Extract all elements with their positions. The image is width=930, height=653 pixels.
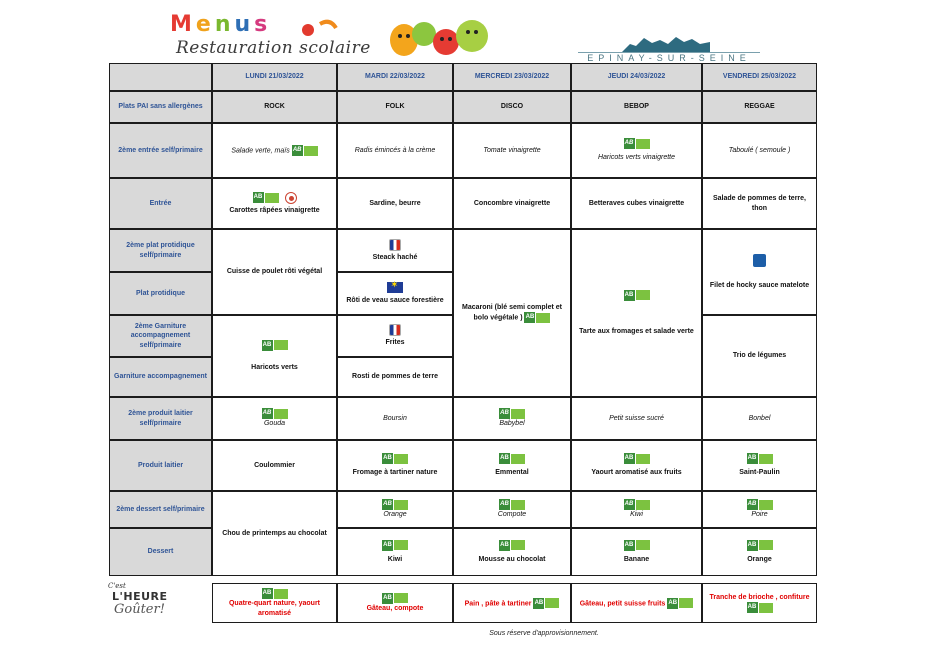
dish-text: Tranche de brioche , confiture	[709, 593, 810, 601]
quality-label-icon	[285, 192, 297, 204]
theme-cell: REGGAE	[702, 91, 817, 123]
logo-letter: n	[214, 12, 231, 37]
theme-cell: DISCO	[453, 91, 571, 123]
menu-cell: Taboulé ( semoule )	[702, 123, 817, 178]
organic-label-icon: AB	[747, 540, 773, 551]
organic-label-icon: AB	[382, 453, 408, 464]
dish-text: Haricots verts	[251, 363, 298, 371]
menu-cell: Radis émincés à la crème	[337, 123, 453, 178]
dish-text: Frites	[385, 339, 405, 347]
dish-text: Yaourt aromatisé aux fruits	[591, 469, 682, 477]
dish-text: Tarte aux fromages et salade verte	[579, 327, 694, 335]
organic-label-icon: AB	[262, 408, 288, 419]
menu-cell	[337, 491, 453, 528]
organic-label-icon: AB	[499, 540, 525, 551]
gouter-cell	[212, 583, 337, 623]
organic-label-icon: AB	[499, 453, 525, 464]
organic-label-icon: AB	[499, 408, 525, 419]
dish-text: Gouda	[263, 420, 286, 428]
dish-text: Compote	[497, 511, 527, 519]
corner-cell	[109, 63, 212, 91]
menu-cell	[212, 123, 337, 178]
row-label: 2ème entrée self/primaire	[109, 123, 212, 178]
organic-label-icon: AB	[533, 598, 559, 609]
city-name: EPINAY-SUR-SEINE	[587, 53, 751, 63]
menu-cell	[453, 528, 571, 576]
french-label-icon	[389, 324, 401, 336]
menu-cell: Chou de printemps au chocolat	[212, 491, 337, 576]
day-header: MERCREDI 23/03/2022	[453, 63, 571, 91]
dish-text: Kiwi	[630, 511, 643, 519]
gouter-logo-gouter: Goûter!	[114, 602, 165, 617]
row-label: Plat protidique	[109, 272, 212, 315]
row-label: Garniture accompagnement	[109, 357, 212, 397]
menu-cell: Trio de légumes	[702, 315, 817, 397]
dish-text: Haricots verts vinaigrette	[597, 154, 676, 162]
day-header: MARDI 22/03/2022	[337, 63, 453, 91]
menu-cell	[337, 272, 453, 315]
organic-label-icon: AB	[262, 588, 288, 599]
menu-cell	[702, 440, 817, 491]
menu-cell: Concombre vinaigrette	[453, 178, 571, 229]
menu-cell	[453, 397, 571, 440]
menu-cell: Tomate vinaigrette	[453, 123, 571, 178]
dish-text: Saint-Paulin	[739, 469, 780, 477]
theme-cell: FOLK	[337, 91, 453, 123]
menu-cell	[212, 315, 337, 397]
dish-text: Orange	[747, 555, 772, 563]
organic-label-icon: AB	[292, 145, 318, 156]
menu-cell: Rosti de pommes de terre	[337, 357, 453, 397]
theme-cell: BEBOP	[571, 91, 702, 123]
organic-label-icon: AB	[624, 540, 650, 551]
dish-text: Rôti de veau sauce forestière	[346, 296, 444, 304]
menu-cell	[212, 178, 337, 229]
organic-label-icon: AB	[262, 340, 288, 351]
menu-cell	[337, 315, 453, 357]
menu-cell	[571, 528, 702, 576]
organic-label-icon: AB	[747, 602, 773, 613]
day-header: JEUDI 24/03/2022	[571, 63, 702, 91]
menu-cell	[337, 528, 453, 576]
organic-label-icon: AB	[382, 593, 408, 604]
organic-label-icon: AB	[499, 499, 525, 510]
day-header: LUNDI 21/03/2022	[212, 63, 337, 91]
menu-cell	[702, 528, 817, 576]
logo-letter: u	[234, 12, 251, 37]
logo-letter: M	[170, 12, 192, 37]
dish-text: Banane	[623, 555, 650, 563]
menu-cell: Boursin	[337, 397, 453, 440]
menu-cell: Sardine, beurre	[337, 178, 453, 229]
dish-text: Salade verte, maïs	[231, 147, 290, 155]
organic-label-icon: AB	[253, 192, 279, 204]
organic-label-icon: AB	[624, 499, 650, 510]
menu-cell	[571, 491, 702, 528]
menu-cell: Bonbel	[702, 397, 817, 440]
organic-label-icon: AB	[624, 138, 650, 149]
row-label: Produit laitier	[109, 440, 212, 491]
row-label: Entrée	[109, 178, 212, 229]
dish-text: Babybel	[499, 420, 525, 428]
menu-cell	[453, 229, 571, 397]
organic-label-icon: AB	[667, 598, 693, 609]
logo-letter: s	[254, 12, 268, 37]
menu-cell	[571, 440, 702, 491]
organic-label-icon: AB	[624, 290, 650, 301]
dish-text: Poire	[751, 511, 768, 519]
msc-label-icon	[753, 254, 766, 267]
dish-text: Kiwi	[387, 555, 403, 563]
menu-cell: Cuisse de poulet rôti végétal	[212, 229, 337, 315]
row-label: 2ème plat protidique self/primaire	[109, 229, 212, 272]
menu-cell	[571, 123, 702, 178]
gouter-logo	[108, 582, 194, 622]
gouter-logo-heure: L'HEURE	[112, 590, 168, 603]
theme-cell: ROCK	[212, 91, 337, 123]
menu-cell	[337, 229, 453, 272]
logo-letter: e	[195, 12, 211, 37]
gouter-cell	[571, 583, 702, 623]
organic-label-icon: AB	[747, 453, 773, 464]
dish-text: Quatre-quart nature, yaourt aromatisé	[228, 600, 320, 617]
french-meat-label-icon	[389, 239, 401, 251]
dish-text: Orange	[383, 511, 407, 519]
footnote: Sous réserve d'approvisionnement.	[489, 630, 599, 637]
menu-cell	[337, 440, 453, 491]
dish-text: Mousse au chocolat	[478, 555, 546, 563]
menu-cell: Salade de pommes de terre, thon	[702, 178, 817, 229]
menu-cell: Coulommier	[212, 440, 337, 491]
menu-cell	[212, 397, 337, 440]
row-label: 2ème Garniture accompagnement self/primaire	[109, 315, 212, 357]
gouter-cell	[702, 583, 817, 623]
dish-text: Macaroni (blé semi complet et bolo végétale )	[462, 303, 562, 322]
dish-text: Gâteau, compote	[366, 604, 424, 612]
menu-cell	[453, 440, 571, 491]
dish-text: Fromage à tartiner nature	[352, 469, 438, 477]
dish-text: Pain , pâte à tartiner	[464, 599, 532, 607]
dish-text: Gâteau, petit suisse fruits	[579, 599, 666, 607]
dish-text: Emmental	[495, 469, 529, 477]
organic-label-icon: AB	[382, 499, 408, 510]
menu-cell	[702, 229, 817, 315]
menu-cell: Betteraves cubes vinaigrette	[571, 178, 702, 229]
logo-subtitle: Restauration scolaire	[176, 38, 371, 58]
gouter-logo-top: C'est	[108, 582, 126, 590]
organic-label-icon: AB	[524, 312, 550, 323]
dish-text: Steack haché	[372, 253, 418, 261]
eu-label-icon	[387, 282, 403, 293]
row-label: 2ème dessert self/primaire	[109, 491, 212, 528]
row-label: 2ème produit laitier self/primaire	[109, 397, 212, 440]
gouter-cell	[453, 583, 571, 623]
row-label: Dessert	[109, 528, 212, 576]
menu-cell	[702, 491, 817, 528]
day-header: VENDREDI 25/03/2022	[702, 63, 817, 91]
organic-label-icon: AB	[624, 453, 650, 464]
gouter-cell	[337, 583, 453, 623]
menu-cell: Petit suisse sucré	[571, 397, 702, 440]
organic-label-icon: AB	[747, 499, 773, 510]
row-label: Plats PAI sans allergènes	[109, 91, 212, 123]
organic-label-icon: AB	[382, 540, 408, 551]
dish-text: Carottes râpées vinaigrette	[229, 206, 320, 214]
menu-cell	[571, 229, 702, 397]
dish-text: Filet de hocky sauce matelote	[709, 281, 810, 289]
menu-cell	[453, 491, 571, 528]
